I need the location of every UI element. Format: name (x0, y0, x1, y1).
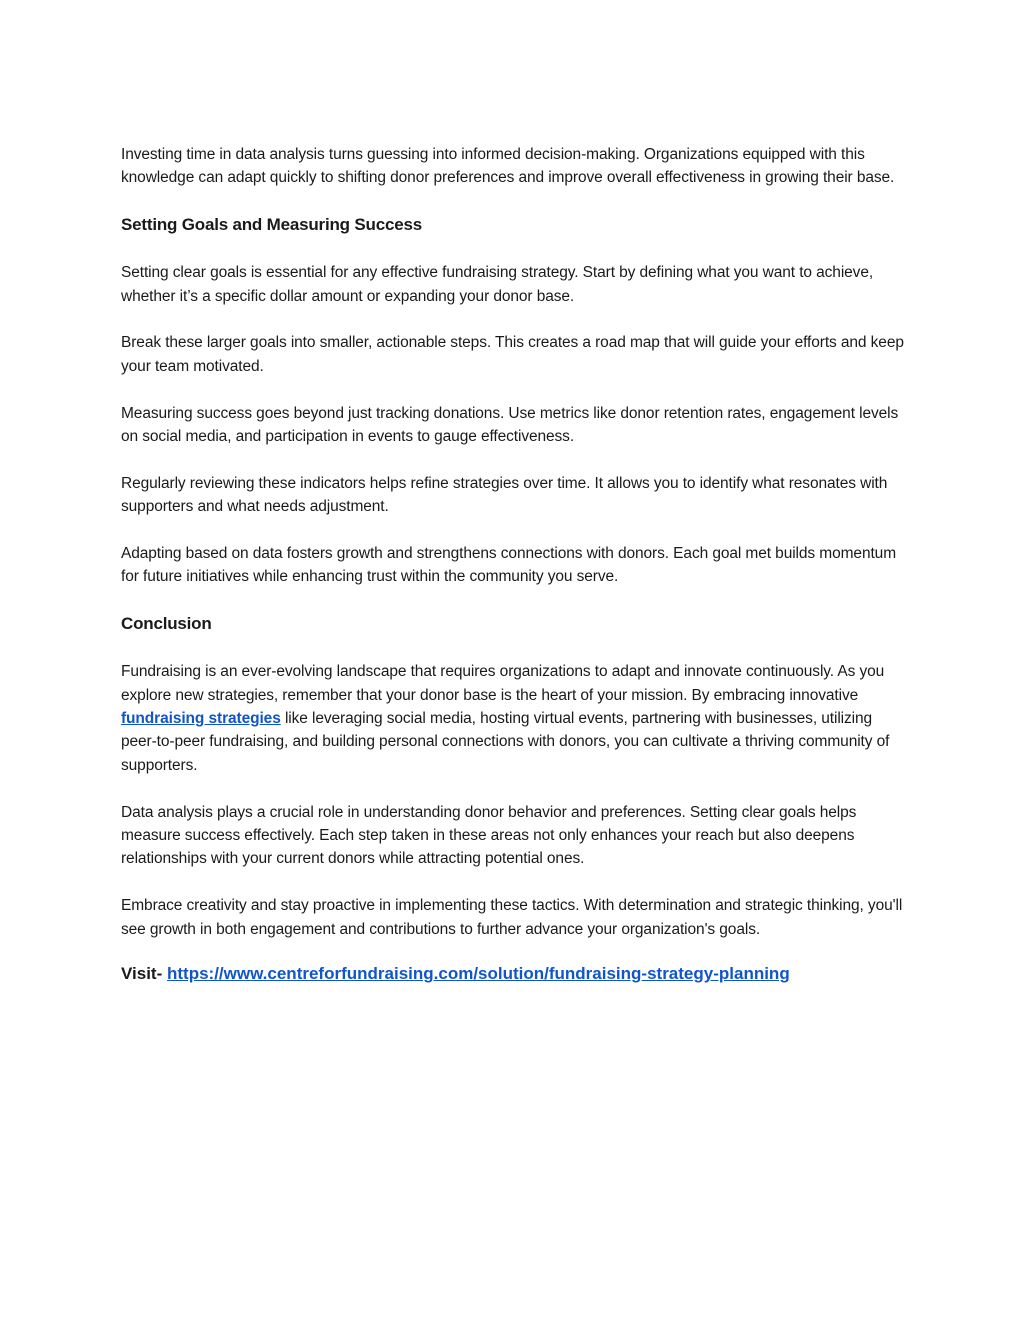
visit-line (121, 962, 911, 986)
document-page (121, 143, 911, 986)
conclusion-heading: Conclusion (121, 614, 212, 634)
visit-label: Visit- (121, 964, 167, 984)
goals-paragraph-2: Break these larger goals into smaller, actionable steps. This creates a road map that will guide your efforts and keep your team motivated. (121, 334, 904, 375)
visit-url-link[interactable]: https://www.centreforfundraising.com/solution/fundraising-strategy-planning (166, 964, 790, 984)
conclusion-paragraph-2: Data analysis plays a crucial role in understanding donor behavior and preferences. Setting clear goals helps measure success effectively. Each step taken in these areas not only enhances your reach but also deepens relationships with your current donors while attracting potential ones. (121, 803, 857, 868)
goals-paragraph-3: Measuring success goes beyond just tracking donations. Use metrics like donor retention rates, engagement levels on social media, and participation in events to gauge effectiveness. (121, 404, 899, 446)
intro-paragraph: Investing time in data analysis turns guessing into informed decision-making. Organizations equipped with this knowledge can adapt quickly to shifting donor preferences and improve overall effectiveness in growing their base. (121, 146, 895, 187)
conclusion-paragraph-1 (121, 660, 911, 777)
goals-paragraph-1: Setting clear goals is essential for any effective fundraising strategy. Start by defining what you want to achieve, whether it’s a specific dollar amount or expanding your donor base. (121, 264, 874, 305)
fundraising-strategies-link[interactable]: fundraising strategies (121, 710, 281, 728)
goals-paragraph-5: Adapting based on data fosters growth and strengthens connections with donors. Each goal met builds momentum for future initiatives while enhancing trust within the community you serve. (121, 545, 897, 586)
conclusion-p1-after-link: like leveraging social media, hosting virtual events, partnering with businesses, utilizing peer-to-peer fundraising, and building personal connections with donors, you can cultivate a thriving community of supporters. (121, 710, 890, 774)
goals-paragraph-4: Regularly reviewing these indicators helps refine strategies over time. It allows you to identify what resonates with supporters and what needs adjustment. (121, 474, 888, 516)
conclusion-paragraph-3: Embrace creativity and stay proactive in implementing these tactics. With determination and strategic thinking, you'll see growth in both engagement and contributions to further advance your organization's goals. (121, 897, 903, 938)
conclusion-p1-before-link: Fundraising is an ever-evolving landscape that requires organizations to adapt and innovate continuously. As you explore new strategies, remember that your donor base is the heart of your mission. By embracing innovative (121, 663, 885, 704)
goals-heading: Setting Goals and Measuring Success (121, 215, 422, 235)
